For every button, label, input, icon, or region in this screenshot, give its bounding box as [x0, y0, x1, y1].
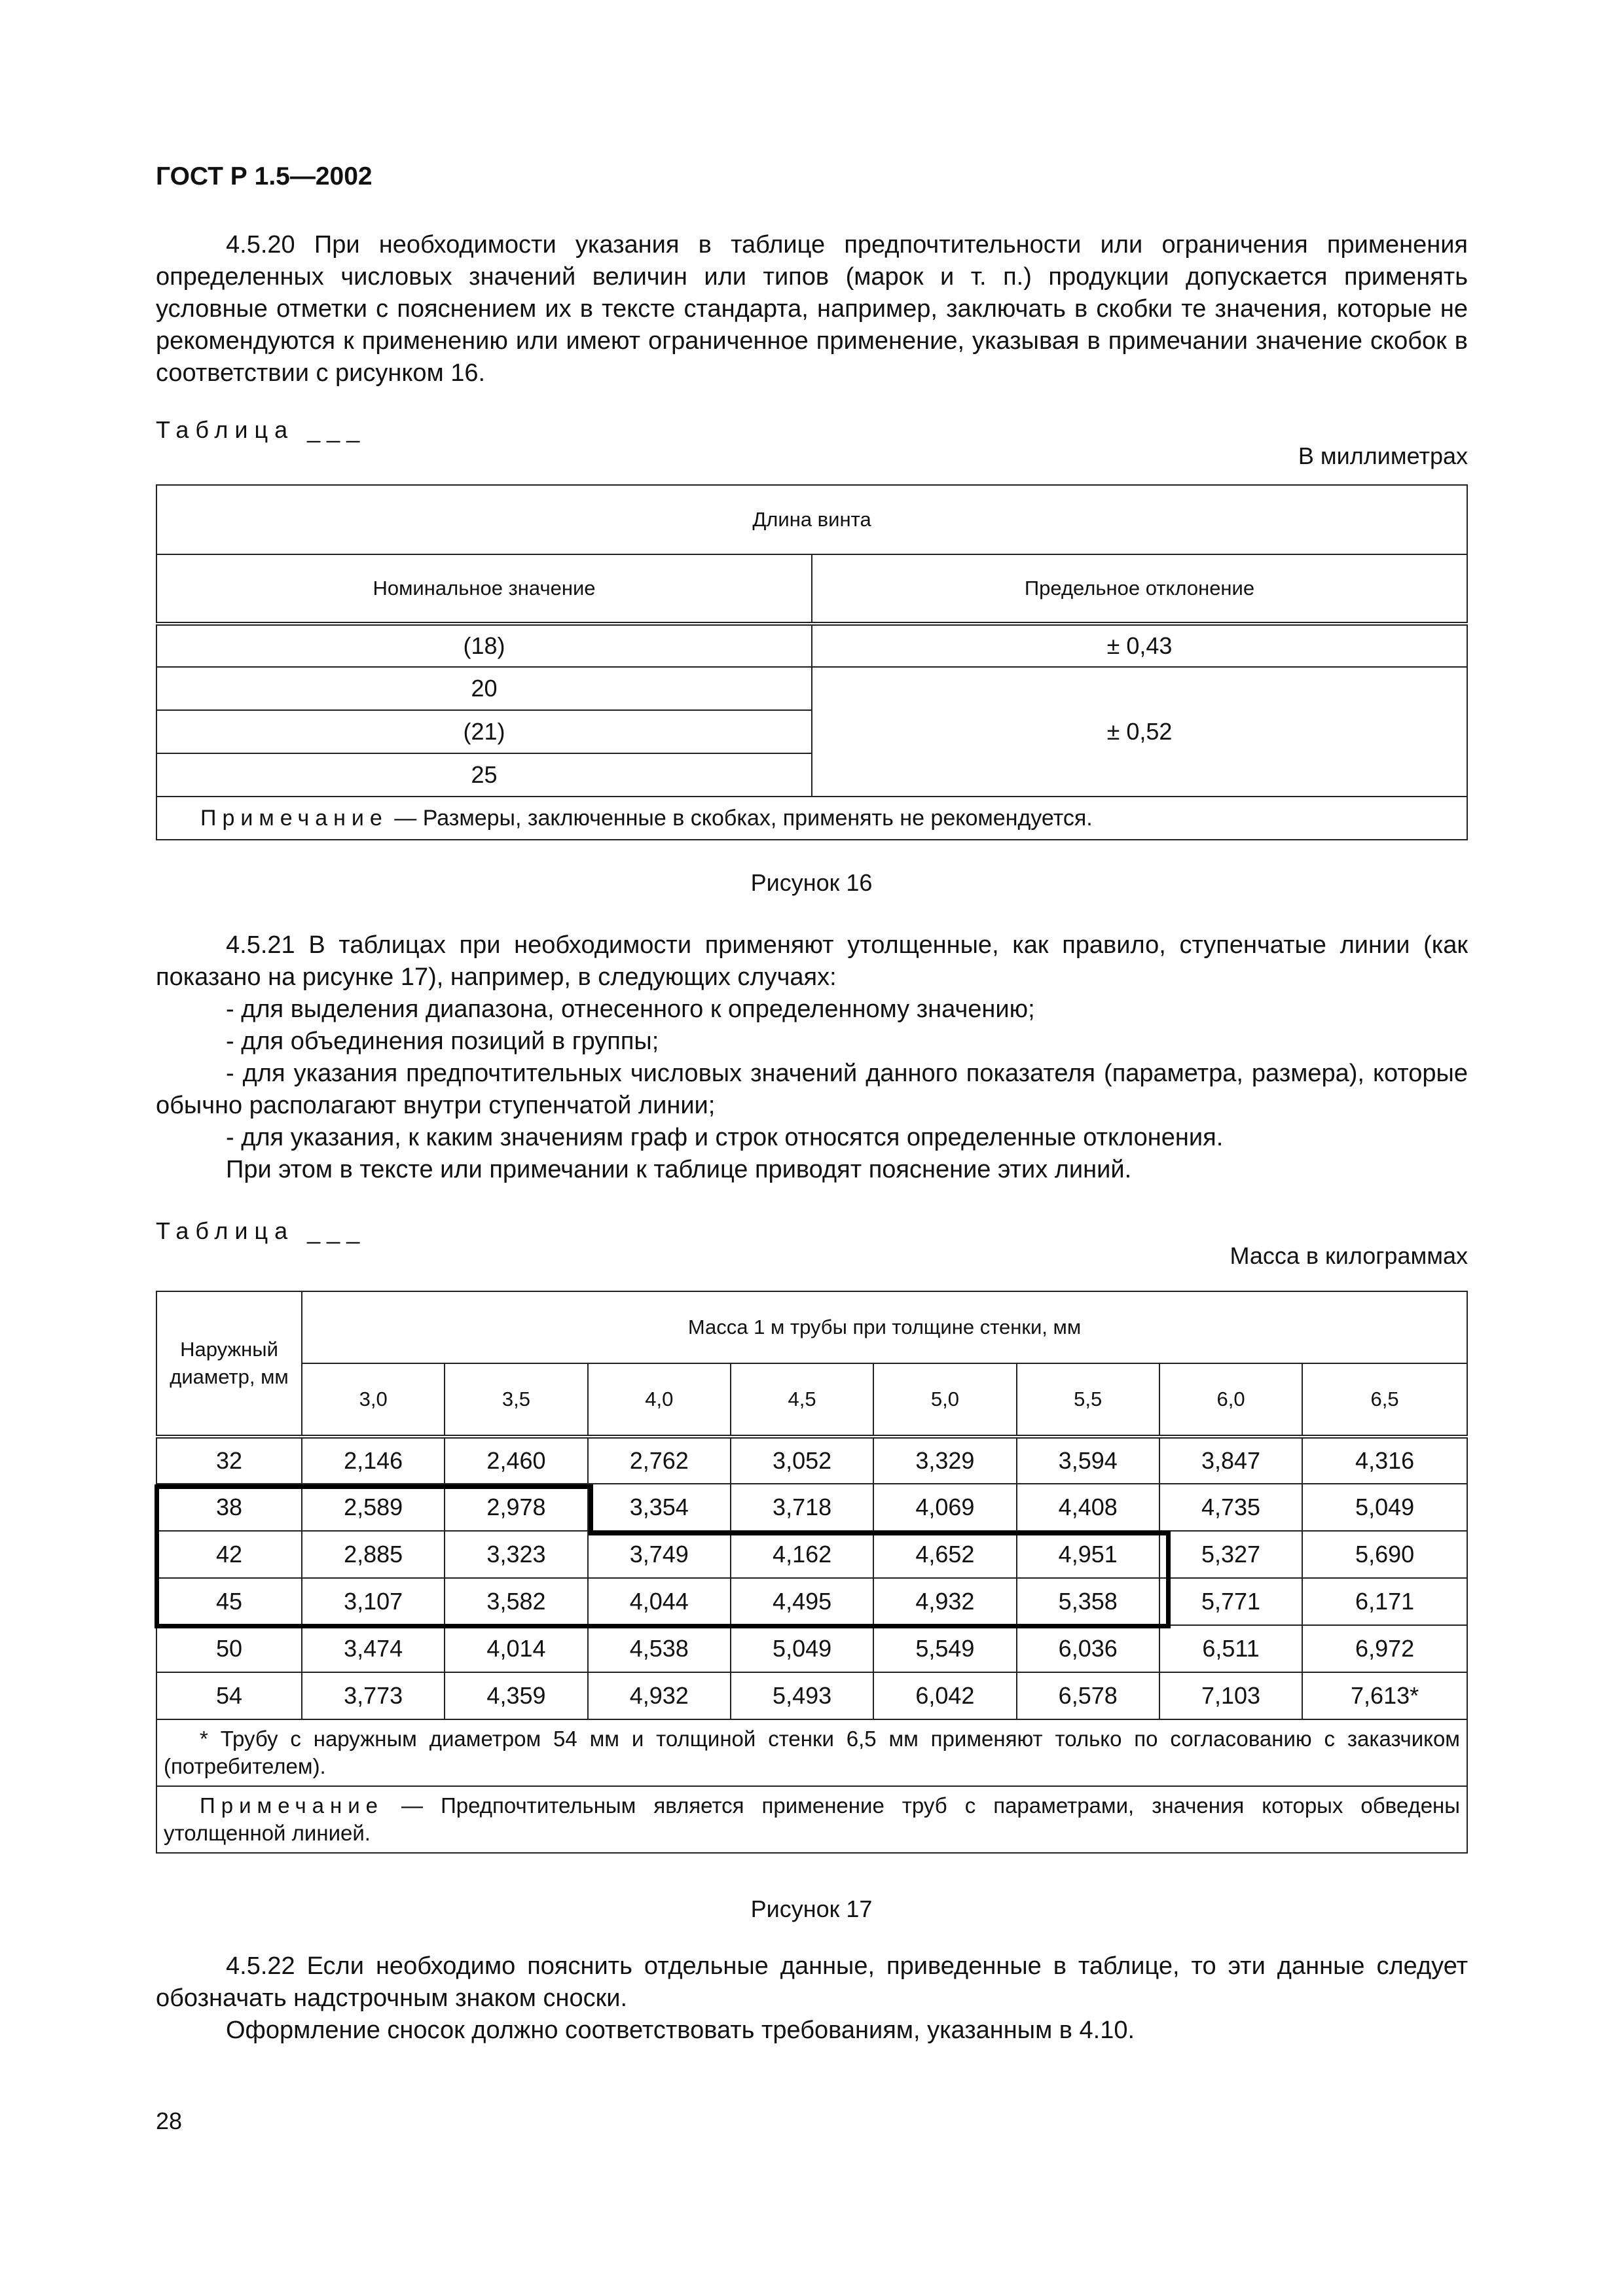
table2-diameter-cell: 50 — [156, 1625, 302, 1672]
step-line-segment — [1166, 1531, 1171, 1628]
list-item-text: - для указания предпочтительных числовых значений данного показателя (параметра, размера), которые обычно располагают внутри ступенчатой линии; — [156, 1060, 1468, 1119]
table2-row — [156, 1672, 1467, 1719]
figure17-caption: Рисунок 17 — [750, 1895, 873, 1922]
table1-note-word: Примечание — [200, 805, 388, 831]
paragraph-4-5-22-closing: Оформление сносок должно соответствовать требованиям, указанным в 4.10. — [226, 2017, 1135, 2044]
table2-mass-cell: 6,511 — [1159, 1625, 1302, 1672]
table2-mass-cell: 4,014 — [445, 1625, 587, 1672]
table2-mass-cell: 4,932 — [873, 1578, 1016, 1625]
table2-diameter-cell: 54 — [156, 1672, 302, 1719]
list-item: - для объединения позиций в группы; — [226, 1028, 659, 1055]
list-item: - для указания, к каким значениям граф и строк относятся определенные отклонения. — [226, 1124, 1224, 1151]
table2-row — [156, 1578, 1467, 1625]
table1-col-nominal: Номинальное значение — [156, 554, 812, 624]
table1-title: Длина винта — [156, 485, 1467, 554]
list-item — [156, 1058, 1468, 1122]
table2-mass-cell: 2,146 — [302, 1437, 445, 1484]
table1-screw-length — [156, 484, 1468, 840]
table2-mass-cell: 3,718 — [731, 1484, 873, 1531]
table2-mass-cell: 5,049 — [1302, 1484, 1467, 1531]
table2-thickness-header: 5,5 — [1017, 1363, 1159, 1437]
table2-mass-cell: 4,316 — [1302, 1437, 1467, 1484]
table2-pipe-mass — [156, 1291, 1468, 1854]
table1-cell: (21) — [156, 710, 812, 753]
table2-mass-cell: 2,885 — [302, 1531, 445, 1578]
table2-mass-cell: 2,762 — [588, 1437, 731, 1484]
table2-mass-cell: 4,495 — [731, 1578, 873, 1625]
table2-note-text: — Предпочтительным является применение труб с параметрами, значения которых обведены утолщенной линией. — [164, 1793, 1461, 1845]
step-line-segment — [589, 1531, 1171, 1535]
table2-mass-cell: 6,036 — [1017, 1625, 1159, 1672]
table2-diameter-cell: 45 — [156, 1578, 302, 1625]
step-line-segment — [155, 1484, 159, 1628]
table2-mass-cell: 6,171 — [1302, 1578, 1467, 1625]
step-line-segment — [155, 1624, 1171, 1628]
table2-footnote — [156, 1719, 1467, 1786]
table2-mass-cell: 2,978 — [445, 1484, 587, 1531]
table2-mass-cell: 2,589 — [302, 1484, 445, 1531]
table2-mass-cell: 7,613* — [1302, 1672, 1467, 1719]
table2-mass-cell: 3,749 — [588, 1531, 731, 1578]
table2-mass-cell: 3,594 — [1017, 1437, 1159, 1484]
table2-mass-cell: 4,359 — [445, 1672, 587, 1719]
page-number: 28 — [156, 2108, 183, 2134]
table2-note-word: Примечание — [200, 1793, 384, 1818]
table2-col-diameter: Наружный диаметр, мм — [156, 1291, 302, 1437]
table2-thickness-header: 3,5 — [445, 1363, 587, 1437]
table2-row — [156, 1484, 1467, 1531]
table2-mass-cell: 6,042 — [873, 1672, 1016, 1719]
table2-mass-cell: 3,773 — [302, 1672, 445, 1719]
table2-mass-cell: 3,107 — [302, 1578, 445, 1625]
table2-thickness-header: 6,0 — [1159, 1363, 1302, 1437]
figure16-caption: Рисунок 16 — [750, 869, 873, 896]
table1-cell: ± 0,43 — [812, 624, 1467, 667]
table2-mass-cell: 2,460 — [445, 1437, 587, 1484]
table2-diameter-cell: 38 — [156, 1484, 302, 1531]
table2-mass-cell: 4,652 — [873, 1531, 1016, 1578]
paragraph-4-5-21 — [156, 929, 1468, 994]
table2-label: Таблица ___ — [156, 1217, 367, 1244]
table2-mass-cell: 4,538 — [588, 1625, 731, 1672]
table2-mass-cell: 4,932 — [588, 1672, 731, 1719]
table2-diameter-cell: 42 — [156, 1531, 302, 1578]
table1-note-text: — Размеры, заключенные в скобках, применять не рекомендуется. — [394, 805, 1093, 831]
table2-units: Масса в килограммах — [1230, 1242, 1468, 1269]
table2-mass-cell: 4,162 — [731, 1531, 873, 1578]
table2-thickness-header: 4,5 — [731, 1363, 873, 1437]
table2-footnote-text: * Трубу с наружным диаметром 54 мм и толщиной стенки 6,5 мм применяют только по согласованию с заказчиком (потребителем). — [164, 1727, 1460, 1778]
table1-col-deviation: Предельное отклонение — [812, 554, 1467, 624]
paragraph-4-5-21-intro: 4.5.21 В таблицах при необходимости применяют утолщенные, как правило, ступенчатые линии (как показано на рисунке 17), например, в следующих случаях: — [156, 931, 1468, 991]
paragraph-4-5-22 — [156, 1950, 1468, 2015]
table2-mass-cell: 4,735 — [1159, 1484, 1302, 1531]
table2-mass-cell: 3,582 — [445, 1578, 587, 1625]
table2-mass-cell: 6,972 — [1302, 1625, 1467, 1672]
table2-mass-cell: 3,052 — [731, 1437, 873, 1484]
table2-thickness-header: 5,0 — [873, 1363, 1016, 1437]
table2-mass-cell: 3,323 — [445, 1531, 587, 1578]
table2-note — [156, 1786, 1467, 1853]
paragraph-4-5-20-text: 4.5.20 При необходимости указания в таблице предпочтительности или ограничения применения определенных числовых значений величин или типов (марок и т. п.) продукции допускается применять условные отметки с пояснением их в тексте стандарта, например, заключать в скобки те значения, которые не рекомендуются к применению или имеют ограниченное применение, указывая в примечании значение скобок в соответствии с рисунком 16. — [156, 231, 1468, 387]
document-code: ГОСТ Р 1.5—2002 — [156, 162, 373, 190]
paragraph-4-5-21-closing: При этом в тексте или примечании к таблице приводят пояснение этих линий. — [226, 1156, 1132, 1183]
table2-mass-cell: 4,408 — [1017, 1484, 1159, 1531]
step-line-segment — [589, 1484, 593, 1534]
paragraph-4-5-22-text: 4.5.22 Если необходимо пояснить отдельные данные, приведенные в таблице, то эти данные следует обозначать надстрочным знаком сноски. — [156, 1952, 1468, 2012]
table2-mass-cell: 5,549 — [873, 1625, 1016, 1672]
table1-cell: 20 — [156, 667, 812, 710]
table2-mass-cell: 3,354 — [588, 1484, 731, 1531]
table2-mass-cell: 5,690 — [1302, 1531, 1467, 1578]
table1-note — [156, 797, 1467, 840]
table2-row — [156, 1531, 1467, 1578]
step-line-segment — [155, 1484, 593, 1489]
table2-thickness-header: 4,0 — [588, 1363, 731, 1437]
table2-mass-cell: 3,847 — [1159, 1437, 1302, 1484]
table2-mass-cell: 5,771 — [1159, 1578, 1302, 1625]
table2-mass-cell: 4,069 — [873, 1484, 1016, 1531]
table2-thickness-header: 3,0 — [302, 1363, 445, 1437]
table1-cell: ± 0,52 — [812, 667, 1467, 797]
paragraph-4-5-20 — [156, 229, 1468, 389]
table2-mass-cell: 4,951 — [1017, 1531, 1159, 1578]
table1-units: В миллиметрах — [1298, 442, 1468, 469]
table2-mass-cell: 5,327 — [1159, 1531, 1302, 1578]
table1-label: Таблица ___ — [156, 416, 367, 443]
table2-mass-cell: 4,044 — [588, 1578, 731, 1625]
table1-cell: 25 — [156, 753, 812, 797]
table1-cell: (18) — [156, 624, 812, 667]
table2-mass-cell: 7,103 — [1159, 1672, 1302, 1719]
list-item: - для выделения диапазона, отнесенного к определенному значению; — [226, 996, 1035, 1023]
table2-thickness-header: 6,5 — [1302, 1363, 1467, 1437]
table2-mass-cell: 3,329 — [873, 1437, 1016, 1484]
table2-mass-cell: 5,493 — [731, 1672, 873, 1719]
table2-mass-cell: 5,358 — [1017, 1578, 1159, 1625]
table2-col-mass: Масса 1 м трубы при толщине стенки, мм — [302, 1291, 1467, 1363]
table2-row — [156, 1625, 1467, 1672]
table2-mass-cell: 6,578 — [1017, 1672, 1159, 1719]
table2-row — [156, 1437, 1467, 1484]
table2-mass-cell: 5,049 — [731, 1625, 873, 1672]
table2-mass-cell: 3,474 — [302, 1625, 445, 1672]
table2-diameter-cell: 32 — [156, 1437, 302, 1484]
